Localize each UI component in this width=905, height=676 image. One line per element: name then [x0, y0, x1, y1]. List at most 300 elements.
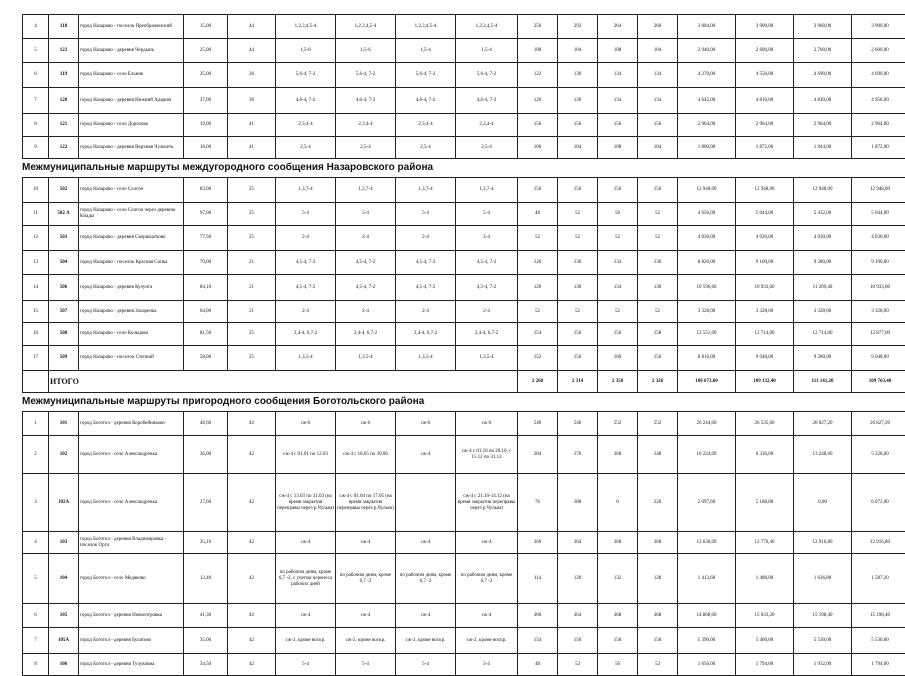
cell-trips-q2: 156	[558, 114, 598, 137]
cell-mileage-q2: 6 336,00	[736, 436, 794, 474]
cell-bus-class: 41	[228, 137, 276, 159]
cell-trips-q1: 360	[518, 532, 558, 554]
cell-mileage-q1: 5 390,00	[678, 628, 736, 654]
cell-route-name: город Назарово - поселок Степной	[79, 346, 184, 371]
cell-bus-class: 42	[228, 604, 276, 628]
cell-schedule-q3: 5-4	[396, 203, 456, 226]
cell-mileage-q4: 5 530,00	[852, 628, 905, 654]
cell-route-name: город Назарово - село Кольцово	[79, 323, 184, 346]
cell-mileage-q2: 5 188,80	[736, 474, 794, 532]
cell-schedule-q4: по рабочим дням, кроме 6,7 -2	[456, 554, 518, 604]
table-total-row	[23, 371, 905, 393]
cell-trips-q4: 158	[638, 323, 678, 346]
cell-route-length: 35,00	[184, 628, 228, 654]
cell-bus-class: 44	[228, 39, 276, 63]
section-title-bogotol-suburban: Межмуниципальные маршруты пригородного сообщения Боготольского района	[22, 396, 888, 408]
cell-schedule-q1: 4,6-4, 7-2	[276, 88, 336, 114]
cell-schedule-q3: 4,5-4, 7-2	[396, 275, 456, 301]
cell-schedule-q1: сж-4 с 01.01 по 12.03	[276, 436, 336, 474]
cell-schedule-q3: 2,3,4-4	[396, 114, 456, 137]
cell-schedule-q1: сж-4	[276, 532, 336, 554]
cell-trips-q1: 48	[518, 654, 558, 676]
cell-row-number: 7	[23, 88, 49, 114]
cell-mileage-q3: 1 944,00	[794, 137, 852, 159]
cell-mileage-q2: 1 488,00	[736, 554, 794, 604]
cell-trips-q2: 104	[558, 39, 598, 63]
cell-trips-q3: 134	[598, 63, 638, 88]
table-row	[23, 251, 905, 275]
cell-schedule-q2: 1,3,5-4	[336, 346, 396, 371]
cell-mileage-q1: 26 244,00	[678, 412, 736, 436]
cell-mileage-q3: 11 269,40	[794, 275, 852, 301]
cell-schedule-q1: 2-4	[276, 226, 336, 251]
cell-route-number: 118	[49, 15, 79, 39]
cell-route-name: город Назарово - село Солгон	[79, 178, 184, 203]
cell-trips-q4: 156	[638, 346, 678, 371]
cell-mileage-q1: 2 097,60	[678, 474, 736, 532]
cell-mileage-q4: 5 044,00	[852, 203, 905, 226]
cell-schedule-q4: 2-4	[456, 226, 518, 251]
cell-mileage-q2: 12 776,40	[736, 532, 794, 554]
cell-trips-q3: 108	[598, 137, 638, 159]
cell-schedule-q3: 1,3,5-4	[396, 346, 456, 371]
cell-route-length: 37,00	[184, 88, 228, 114]
cell-mileage-q1: 4 030,00	[678, 226, 736, 251]
cell-trips-q3: 368	[598, 436, 638, 474]
cell-route-number: 102А	[49, 474, 79, 532]
table-row	[23, 226, 905, 251]
cell-row-number: 5	[23, 39, 49, 63]
cell-bus-class: 21	[228, 275, 276, 301]
cell-route-number: 105А	[49, 628, 79, 654]
cell-schedule-q1: 2,4-4, 6,7-2	[276, 323, 336, 346]
cell-trips-q1: 540	[518, 412, 558, 436]
cell-row-number: 6	[23, 63, 49, 88]
cell-mileage-q1: 8 820,00	[678, 251, 736, 275]
cell-schedule-q1: 4,5-4, 7-2	[276, 251, 336, 275]
cell-trips-q4: 134	[638, 88, 678, 114]
cell-mileage-q3: 5 432,00	[794, 203, 852, 226]
cell-trips-q3: 264	[598, 15, 638, 39]
cell-mileage-q2: 2 964,00	[736, 114, 794, 137]
cell-schedule-q2: 4,5-4, 7-2	[336, 275, 396, 301]
cell-route-length: 58,00	[184, 346, 228, 371]
cell-schedule-q4: сж-4 с 21.10-14.12 (на время закрытия переправы через р.Чулым)	[456, 474, 518, 532]
cell-trips-q4: 52	[638, 203, 678, 226]
cell-mileage-q3: 4 810,00	[794, 88, 852, 114]
cell-mileage-q4: 4 030,00	[852, 226, 905, 251]
cell-schedule-q4: 2,4-4, 6,7-2	[456, 323, 518, 346]
cell-route-name: город Боготол - село Александровка	[79, 436, 184, 474]
cell-trips-q4: 130	[638, 275, 678, 301]
cell-schedule-q1: 1,3,7-4	[276, 178, 336, 203]
document-sheet	[22, 14, 888, 676]
cell-route-length: 35,00	[184, 63, 228, 88]
cell-trips-q1: 256	[518, 15, 558, 39]
cell-route-length: 70,00	[184, 251, 228, 275]
cell-row-number: 8	[23, 654, 49, 676]
cell-schedule-q1: 1,2,3,4,5-4	[276, 15, 336, 39]
cell-trips-q4: 220	[638, 474, 678, 532]
cell-mileage-q4: 6 072,00	[852, 474, 905, 532]
cell-trips-q3: 552	[598, 412, 638, 436]
cell-mileage-q4: 9 100,00	[852, 251, 905, 275]
cell-schedule-q1: 4,5-4, 7-2	[276, 275, 336, 301]
cell-mileage-q2: 1 794,00	[736, 654, 794, 676]
cell-trips-q1: 100	[518, 39, 558, 63]
cell-bus-class: 44	[228, 15, 276, 39]
cell-mileage-q3: 9 280,00	[794, 346, 852, 371]
cell-trips-q2: 364	[558, 532, 598, 554]
cell-route-length: 97,00	[184, 203, 228, 226]
cell-schedule-q3: 2-4	[396, 301, 456, 323]
cell-mileage-q1: 12 551,00	[678, 323, 736, 346]
cell-mileage-q4: 2 600,00	[852, 39, 905, 63]
table-row	[23, 114, 905, 137]
cell-route-number: 119	[49, 63, 79, 88]
cell-schedule-q2: 1,5-6	[336, 39, 396, 63]
cell-trips-q4: 260	[638, 15, 678, 39]
cell-trips-q2: 130	[558, 88, 598, 114]
cell-schedule-q2: 2,5-4	[336, 137, 396, 159]
cell-route-number: 502	[49, 178, 79, 203]
cell-row-number: 11	[23, 203, 49, 226]
table-row	[23, 654, 905, 676]
cell-schedule-q2: 2,3,4-4	[336, 114, 396, 137]
cell-bus-class: 42	[228, 654, 276, 676]
cell-route-length: 36,00	[184, 436, 228, 474]
cell-bus-class: 42	[228, 412, 276, 436]
cell-route-length: 18,00	[184, 137, 228, 159]
cell-route-number: 106	[49, 654, 79, 676]
cell-schedule-q4: сж-2, кроме воскр.	[456, 628, 518, 654]
cell-mileage-q3: 2 964,00	[794, 114, 852, 137]
cell-route-length: 64,00	[184, 301, 228, 323]
cell-schedule-q2: 1,2,3,4,5-4	[336, 15, 396, 39]
cell-mileage-q4: 9 048,00	[852, 346, 905, 371]
cell-bus-class: 25	[228, 323, 276, 346]
table-row	[23, 323, 905, 346]
section-title-nazarovo-intercity: Межмуниципальные маршруты междугородного сообщения Назаровского района	[22, 162, 888, 174]
cell-mileage-q2: 9 048,00	[736, 346, 794, 371]
cell-row-number: 7	[23, 628, 49, 654]
cell-schedule-q1: 2,5-4	[276, 137, 336, 159]
cell-schedule-q4: сж-4	[456, 604, 518, 628]
cell-total-mileage-q4: 109 763,40	[852, 371, 905, 393]
cell-route-length: 41,30	[184, 604, 228, 628]
cell-route-name: город Назарово - деревня Захаренка	[79, 301, 184, 323]
cell-mileage-q1: 12 948,00	[678, 178, 736, 203]
cell-mileage-q3: 1 636,80	[794, 554, 852, 604]
cell-bus-class: 42	[228, 628, 276, 654]
cell-trips-q3: 158	[598, 628, 638, 654]
cell-mileage-q1: 1 656,00	[678, 654, 736, 676]
cell-row-number: 5	[23, 554, 49, 604]
cell-schedule-q4: 2-4	[456, 301, 518, 323]
cell-route-number: 504	[49, 251, 79, 275]
cell-bus-class: 42	[228, 554, 276, 604]
cell-bus-class: 25	[228, 178, 276, 203]
cell-trips-q2: 293	[558, 15, 598, 39]
cell-route-length: 84,10	[184, 275, 228, 301]
cell-trips-q1: 126	[518, 251, 558, 275]
cell-schedule-q2: 1,3,7-4	[336, 178, 396, 203]
cell-trips-q4: 130	[638, 251, 678, 275]
cell-mileage-q1: 8 816,00	[678, 346, 736, 371]
cell-mileage-q3: 12 948,00	[794, 178, 852, 203]
cell-row-number: 14	[23, 275, 49, 301]
cell-schedule-q3: 1,3,7-4	[396, 178, 456, 203]
cell-mileage-q4: 3 900,00	[852, 15, 905, 39]
cell-trips-q1: 126	[518, 88, 558, 114]
cell-mileage-q1: 2 940,00	[678, 39, 736, 63]
cell-route-name: город Боготол - село Медяково	[79, 554, 184, 604]
cell-trips-q3: 56	[598, 203, 638, 226]
cell-route-number: 123	[49, 39, 79, 63]
cell-schedule-q3: сж-4	[396, 532, 456, 554]
table-row	[23, 554, 905, 604]
cell-bus-class: 21	[228, 301, 276, 323]
table-row	[23, 137, 905, 159]
cell-trips-q1: 100	[518, 137, 558, 159]
cell-trips-q1: 48	[518, 203, 558, 226]
cell-route-number: 121	[49, 114, 79, 137]
cell-mileage-q3: 9 380,00	[794, 251, 852, 275]
cell-row-number: 9	[23, 137, 49, 159]
cell-schedule-q1: сж-4	[276, 604, 336, 628]
cell-trips-q3: 56	[598, 654, 638, 676]
cell-schedule-q4: 5,6-4, 7-2	[456, 63, 518, 88]
cell-mileage-q1: 4 642,00	[678, 88, 736, 114]
cell-mileage-q2: 1 872,00	[736, 137, 794, 159]
cell-mileage-q1: 14 868,00	[678, 604, 736, 628]
cell-trips-q2: 120	[558, 554, 598, 604]
cell-route-length: 27,60	[184, 474, 228, 532]
cell-mileage-q2: 10 933,00	[736, 275, 794, 301]
cell-route-number: 103	[49, 532, 79, 554]
cell-bus-class: 41	[228, 114, 276, 137]
cell-mileage-q4: 4 958,00	[852, 88, 905, 114]
cell-schedule-q4: 5-4	[456, 654, 518, 676]
cell-trips-q2: 52	[558, 203, 598, 226]
cell-bus-class: 42	[228, 474, 276, 532]
cell-route-length: 81,50	[184, 323, 228, 346]
cell-schedule-q3: сж-2, кроме воскр.	[396, 628, 456, 654]
cell-mileage-q1: 12 636,00	[678, 532, 736, 554]
cell-schedule-q3: 4,5-4, 7-2	[396, 251, 456, 275]
cell-schedule-q2: сж-2, кроме воскр.	[336, 628, 396, 654]
cell-mileage-q2: 2 600,00	[736, 39, 794, 63]
cell-schedule-q2: по рабочим дням, кроме 6,7 -2	[336, 554, 396, 604]
cell-trips-q2: 104	[558, 137, 598, 159]
cell-mileage-q2: 15 033,20	[736, 604, 794, 628]
cell-route-name: город Назарово - поселок Преображенский	[79, 15, 184, 39]
cell-mileage-q2: 4 810,00	[736, 88, 794, 114]
cell-trips-q2: 176	[558, 436, 598, 474]
cell-route-name: город Боготол - деревня Булатово	[79, 628, 184, 654]
cell-mileage-q1: 1 800,00	[678, 137, 736, 159]
cell-route-number: 503	[49, 226, 79, 251]
cell-trips-q1: 52	[518, 226, 558, 251]
cell-mileage-q1: 10 224,00	[678, 436, 736, 474]
cell-schedule-q2: сж-4	[336, 604, 396, 628]
cell-schedule-q4: 1,2,3,4,5-4	[456, 15, 518, 39]
cell-mileage-q3: 2 700,00	[794, 39, 852, 63]
cell-trips-q4: 52	[638, 226, 678, 251]
cell-trips-q1: 154	[518, 323, 558, 346]
cell-mileage-q4: 10 933,00	[852, 275, 905, 301]
table-row	[23, 604, 905, 628]
cell-schedule-q3: 5,6-4, 7-2	[396, 63, 456, 88]
cell-trips-q4: 134	[638, 63, 678, 88]
cell-schedule-q2: 2-4	[336, 301, 396, 323]
cell-route-name: город Назарово - село Ельник	[79, 63, 184, 88]
cell-route-name: город Назарово - деревня Кулунга	[79, 275, 184, 301]
cell-mileage-q4: 15 198,40	[852, 604, 905, 628]
table-row	[23, 63, 905, 88]
table-row	[23, 532, 905, 554]
cell-trips-q4: 104	[638, 137, 678, 159]
cell-mileage-q3: 3 328,00	[794, 301, 852, 323]
cell-schedule-q3: сж-6	[396, 412, 456, 436]
cell-trips-q3: 160	[598, 346, 638, 371]
cell-route-length: 25,00	[184, 39, 228, 63]
cell-schedule-q4: сж-4 с 01.10 по 20.10, с 15.12 по 31.12	[456, 436, 518, 474]
cell-route-name: город Боготол - деревня Владимировка - поселок Орга	[79, 532, 184, 554]
cell-trips-q3: 368	[598, 604, 638, 628]
cell-route-name: город Назарово - село Дорохово	[79, 114, 184, 137]
cell-mileage-q4: 12 948,00	[852, 178, 905, 203]
cell-schedule-q4: 1,3,5-4	[456, 346, 518, 371]
cell-route-name: город Назарово - деревня Верхняя Чульчеть	[79, 137, 184, 159]
cell-trips-q1: 126	[518, 275, 558, 301]
cell-mileage-q4: 1 587,20	[852, 554, 905, 604]
cell-trips-q4: 128	[638, 554, 678, 604]
cell-mileage-q1: 4 656,00	[678, 203, 736, 226]
cell-mileage-q3: 0,00	[794, 474, 852, 532]
cell-row-number: 13	[23, 251, 49, 275]
cell-mileage-q4: 1 872,00	[852, 137, 905, 159]
table-row	[23, 39, 905, 63]
table-row	[23, 436, 905, 474]
cell-row-number: 16	[23, 323, 49, 346]
cell-route-number: 507	[49, 301, 79, 323]
cell-trips-q1: 156	[518, 178, 558, 203]
cell-schedule-q1: 2,3,4-4	[276, 114, 336, 137]
table-nazarovo-suburban	[22, 14, 905, 159]
cell-mileage-q2: 4 550,00	[736, 63, 794, 88]
cell-trips-q1: 152	[518, 346, 558, 371]
cell-mileage-q4: 5 328,00	[852, 436, 905, 474]
cell-mileage-q2: 26 535,60	[736, 412, 794, 436]
cell-schedule-q1: 5-4	[276, 654, 336, 676]
cell-schedule-q4: 4,6-4, 7-2	[456, 88, 518, 114]
cell-total-trips-q4: 2 326	[638, 371, 678, 393]
cell-mileage-q3: 5 530,00	[794, 628, 852, 654]
cell-mileage-q2: 3 900,00	[736, 15, 794, 39]
cell-mileage-q3: 4 690,00	[794, 63, 852, 88]
table-row	[23, 275, 905, 301]
cell-bus-class: 25	[228, 346, 276, 371]
cell-route-number: 104	[49, 554, 79, 604]
cell-mileage-q3: 4 030,00	[794, 226, 852, 251]
cell-total-mileage-q1: 106 673,60	[678, 371, 736, 393]
cell-mileage-q4: 2 964,00	[852, 114, 905, 137]
cell-mileage-q1: 3 328,00	[678, 301, 736, 323]
cell-trips-q2: 130	[558, 275, 598, 301]
cell-route-length: 34,50	[184, 654, 228, 676]
cell-schedule-q2: сж-4 с 18.05 по 30.06	[336, 436, 396, 474]
cell-mileage-q2: 12 714,00	[736, 323, 794, 346]
cell-route-number: 105	[49, 604, 79, 628]
cell-schedule-q2: 5,6-4, 7-2	[336, 63, 396, 88]
cell-trips-q4: 52	[638, 654, 678, 676]
cell-total-mileage-q2: 109 132,40	[736, 371, 794, 393]
cell-route-name: город Назарово - село Солгон через деревню Кнады	[79, 203, 184, 226]
cell-row-number: 17	[23, 346, 49, 371]
cell-trips-q2: 156	[558, 323, 598, 346]
cell-route-length: 12,40	[184, 554, 228, 604]
cell-schedule-q2: 4,6-4, 7-2	[336, 88, 396, 114]
cell-trips-q2: 156	[558, 628, 598, 654]
cell-mileage-q3: 12 714,00	[794, 323, 852, 346]
cell-trips-q3: 108	[598, 39, 638, 63]
table-bogotol-suburban	[22, 411, 905, 676]
cell-mileage-q3: 13 248,00	[794, 436, 852, 474]
cell-row-number: 8	[23, 114, 49, 137]
cell-mileage-q2: 9 100,00	[736, 251, 794, 275]
cell-route-name: город Боготол - деревня Тучуковна	[79, 654, 184, 676]
cell-route-number: 502 А	[49, 203, 79, 226]
cell-row-number: 10	[23, 178, 49, 203]
total-label: ИТОГО	[49, 371, 518, 393]
cell-schedule-q1: 1,5-6	[276, 39, 336, 63]
cell-mileage-q3: 12 916,80	[794, 532, 852, 554]
cell-row-number: 4	[23, 15, 49, 39]
cell-schedule-q3: 2,5-4	[396, 137, 456, 159]
cell-trips-q2: 130	[558, 63, 598, 88]
cell-schedule-q1: сж-2, кроме воскр.	[276, 628, 336, 654]
cell-mileage-q4: 1 794,00	[852, 654, 905, 676]
cell-route-length: 48,60	[184, 412, 228, 436]
cell-mileage-q1: 1 413,60	[678, 554, 736, 604]
cell-row-number: 12	[23, 226, 49, 251]
cell-route-name: город Назарово - деревня Чердынь	[79, 39, 184, 63]
cell-schedule-q4: 4,5-4, 7-2	[456, 275, 518, 301]
cell-mileage-q4: 4 690,00	[852, 63, 905, 88]
cell-trips-q4: 552	[638, 412, 678, 436]
cell-trips-q2: 156	[558, 346, 598, 371]
cell-empty	[23, 371, 49, 393]
cell-schedule-q3: 1,2,3,4,5-4	[396, 15, 456, 39]
cell-trips-q1: 76	[518, 474, 558, 532]
cell-schedule-q3: 1,5-4	[396, 39, 456, 63]
table-row	[23, 474, 905, 532]
cell-schedule-q1: сж-6	[276, 412, 336, 436]
cell-total-mileage-q3: 111 141,20	[794, 371, 852, 393]
cell-schedule-q1: сж-4 с 13.03 по 31.03 (на время закрытия переправы через р.Чулым)	[276, 474, 336, 532]
cell-trips-q1: 122	[518, 63, 558, 88]
cell-trips-q4: 52	[638, 301, 678, 323]
cell-route-name: город Боготол - деревня Коробейниково	[79, 412, 184, 436]
cell-schedule-q4: 1,3,7-4	[456, 178, 518, 203]
cell-trips-q4: 104	[638, 39, 678, 63]
cell-schedule-q3: сж-4	[396, 436, 456, 474]
cell-schedule-q2: сж-4 с 01.04 по 17.05 (на время закрытия переправы через р.Чулым)	[336, 474, 396, 532]
cell-schedule-q2: 5-4	[336, 203, 396, 226]
cell-mileage-q1: 4 270,00	[678, 63, 736, 88]
cell-mileage-q4: 3 328,00	[852, 301, 905, 323]
